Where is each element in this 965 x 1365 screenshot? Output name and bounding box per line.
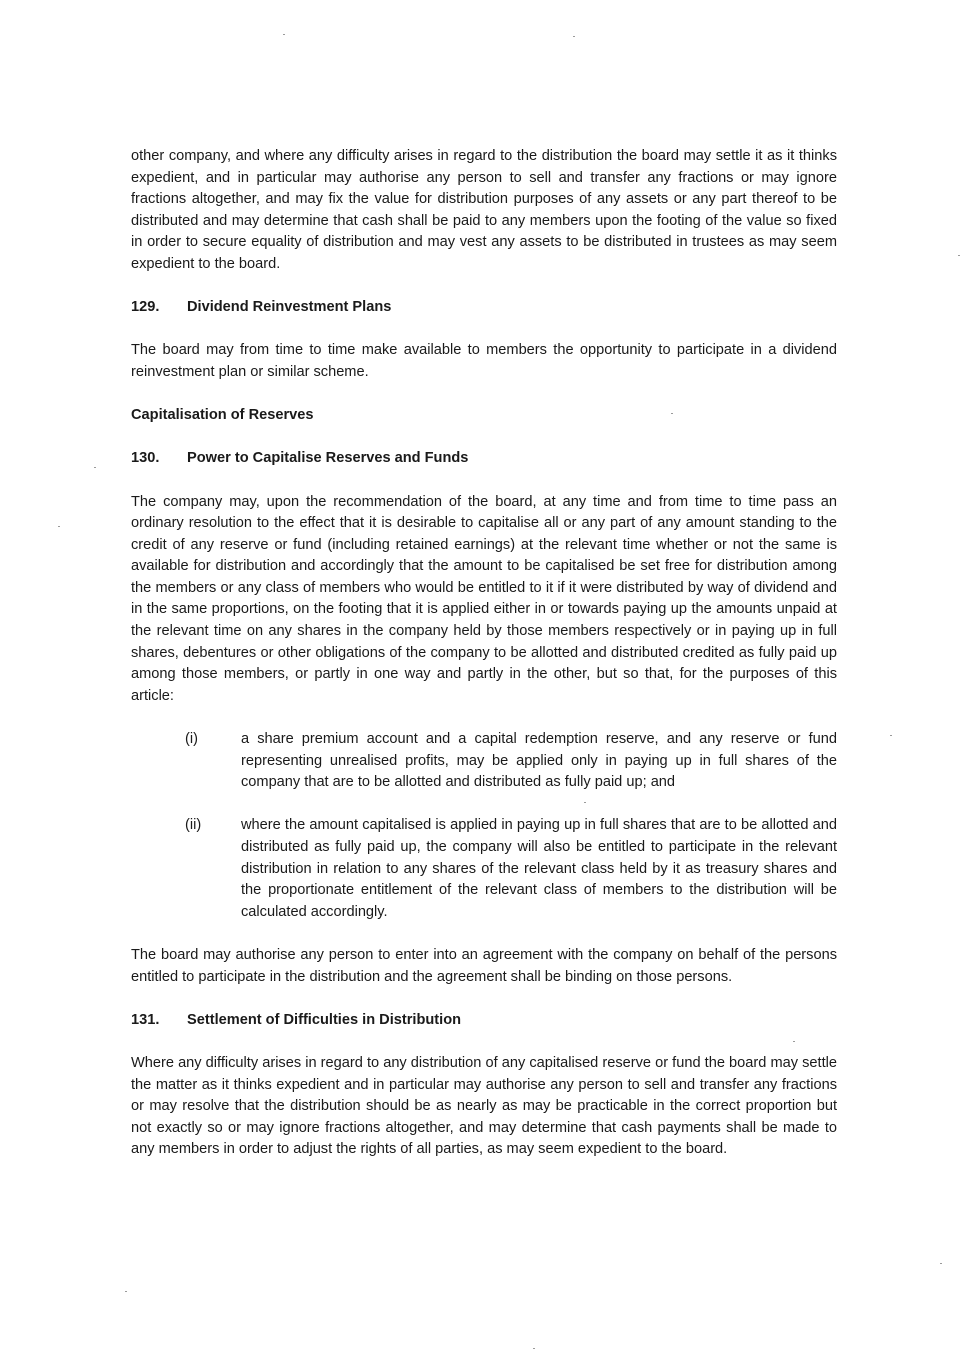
section-129-heading xyxy=(131,297,837,319)
spacer xyxy=(131,707,837,729)
section-129-number: 129. xyxy=(131,299,160,316)
section-131-number: 131. xyxy=(131,1011,160,1028)
capitalisation-subheading: Capitalisation of Reserves xyxy=(131,407,314,424)
scan-speck xyxy=(533,1348,535,1349)
section-130-title: Power to Capitalise Reserves and Funds xyxy=(187,450,469,467)
spacer xyxy=(131,470,837,492)
scan-speck xyxy=(58,526,60,527)
list-item-marker: (ii) xyxy=(185,817,202,834)
list-item xyxy=(131,729,837,794)
scan-speck xyxy=(94,467,96,468)
spacer xyxy=(131,988,837,1010)
scan-speck xyxy=(573,36,575,37)
spacer xyxy=(131,384,837,406)
document-page xyxy=(131,146,837,1161)
list-item-marker: (i) xyxy=(185,731,198,748)
section-129-body: The board may from time to time make available to members the opportunity to participate in a dividend reinvestment plan or similar scheme. xyxy=(131,342,837,380)
section-129-title: Dividend Reinvestment Plans xyxy=(187,299,392,316)
section-131-heading xyxy=(131,1010,837,1032)
spacer xyxy=(131,427,837,449)
spacer xyxy=(131,923,837,945)
scan-speck xyxy=(584,802,586,803)
scan-speck xyxy=(890,735,892,736)
scan-speck xyxy=(125,1291,127,1292)
spacer xyxy=(131,794,837,816)
spacer xyxy=(131,1031,837,1053)
section-131-body: Where any difficulty arises in regard to any distribution of any capitalised reserve or fund the board may settle the matter as it thinks expedient and in particular may authorise any person to sell and transfer any fractions or may resolve that the distribution should be as nearly as may be practicable in the correct proportion but not exactly so or may ignore fractions altogether, and may determine that cash payments shall be made to any members in order to adjust the rights of all parties, as may seem expedient to the board. xyxy=(131,1054,837,1158)
scan-speck xyxy=(940,1263,942,1264)
list-item-text: a share premium account and a capital redemption reserve, and any reserve or fund representing unrealised profits, may be applied only in paying up in full shares of the company that are to be allotted and distributed as fully paid up; and xyxy=(241,731,837,791)
scan-speck xyxy=(671,413,673,414)
list-item xyxy=(131,815,837,923)
section-130-body: The company may, upon the recommendation of the board, at any time and from time to time pass an ordinary resolution to the effect that it is desirable to capitalise all or any part of any amount standing to the credit of any reserve or fund (including retained earnings) at the relevant time whether or not the same is available for distribution and accordingly that the amount to be capitalised be set free for distribution among the members or any class of members who would be entitled to it if it were distributed by way of dividend and in the same proportions, on the footing that it is applied either in or towards paying up the amounts unpaid at the relevant time on any shares in the company held by those members respectively or in paying up in full shares, debentures or other obligations of the company to be allotted and distributed credited as fully paid up among those members, or partly in one way and partly in the other, but so that, for the purposes of this article: xyxy=(131,493,837,704)
section-131-title: Settlement of Difficulties in Distribution xyxy=(187,1011,462,1028)
scan-speck xyxy=(793,1041,795,1042)
spacer xyxy=(131,276,837,298)
list-item-text: where the amount capitalised is applied in paying up in full shares that are to be allotted and distributed as fully paid up, the company will also be entitled to participate in the relevant distribution in relation to any shares of the relevant class held by it as treasury shares and the proportionate entitlement of the relevant class of members to the distribution will be calculated accordingly. xyxy=(241,817,837,920)
section-130-number: 130. xyxy=(131,450,160,467)
section-130-heading xyxy=(131,448,837,470)
scan-speck xyxy=(283,34,285,35)
spacer xyxy=(131,319,837,341)
intro-paragraph: other company, and where any difficulty arises in regard to the distribution the board may settle it as it thinks expedient, and in particular may authorise any person to sell and transfer any fractions or may ignore fractions altogether, and may fix the value for distribution purposes of any assets or any part thereof to be distributed and may determine that cash shall be paid to any members upon the footing of the value so fixed in order to secure equality of distribution and may vest any assets to be distributed in trustees as may seem expedient to the board. xyxy=(131,148,837,272)
section-130-closing: The board may authorise any person to enter into an agreement with the company on behalf of the persons entitled to participate in the distribution and the agreement shall be binding on those persons. xyxy=(131,946,837,985)
scan-speck xyxy=(958,255,960,256)
